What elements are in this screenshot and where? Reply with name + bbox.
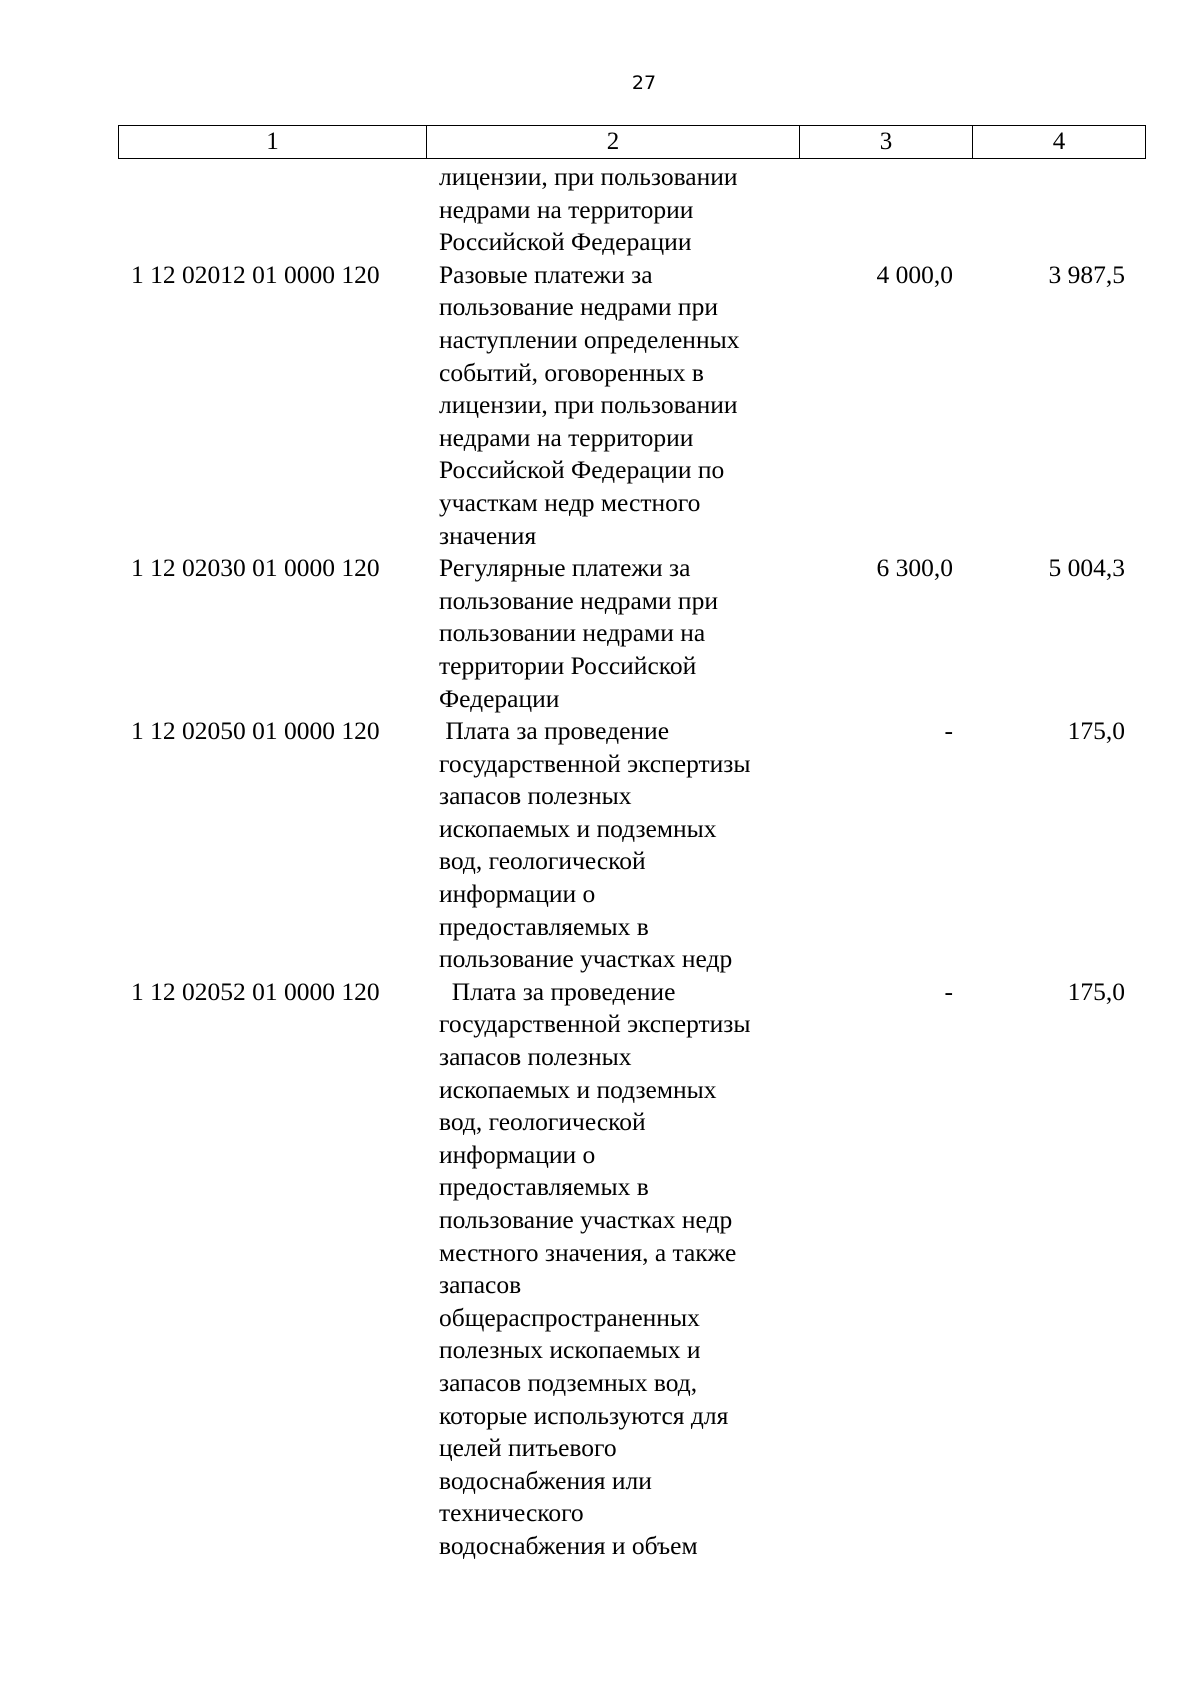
column-header-1: 1 [119, 126, 427, 159]
description-line: которые используются для [439, 1400, 729, 1430]
description-line: запасов [439, 1270, 522, 1300]
revenue-description [439, 976, 799, 1563]
table-row [0, 259, 1200, 552]
description-line: предоставляемых в [439, 911, 649, 941]
planned-amount: - [944, 716, 953, 746]
description-line: Плата за проведение [439, 716, 670, 746]
planned-amount: 6 300,0 [876, 553, 953, 583]
description-line: пользовании недрами на [439, 618, 706, 648]
description-line: значения [439, 520, 537, 550]
description-line: Российской Федерации [439, 227, 692, 257]
description-line: Плата за проведение [439, 976, 676, 1006]
column-header-row [119, 126, 1146, 159]
column-header-table [118, 125, 1146, 159]
column-header-4: 4 [973, 126, 1146, 159]
description-line: участкам недр местного [439, 487, 701, 517]
description-line: лицензии, при пользовании [439, 162, 738, 191]
description-line: информации о [439, 1139, 596, 1169]
description-line: наступлении определенных [439, 324, 740, 354]
description-line: вод, геологической [439, 1107, 646, 1137]
revenue-code: 1 12 02012 01 0000 120 [131, 259, 380, 289]
description-line: территории Российской [439, 650, 697, 680]
description-line: ископаемых и подземных [439, 813, 717, 843]
revenue-description [439, 161, 799, 259]
column-header-2: 2 [427, 126, 800, 159]
table-row [0, 715, 1200, 976]
description-line: информации о [439, 879, 596, 909]
planned-amount: - [944, 976, 953, 1006]
revenue-description [439, 715, 799, 976]
description-line: запасов полезных [439, 1042, 632, 1072]
description-line: Разовые платежи за [439, 259, 653, 289]
revenue-description [439, 259, 799, 552]
description-line: недрами на территории [439, 194, 694, 224]
description-line: Федерации [439, 683, 560, 713]
revenue-description [439, 552, 799, 715]
actual-amount: 5 004,3 [1048, 553, 1125, 583]
description-line: недрами на территории [439, 422, 694, 452]
table-row [0, 976, 1200, 1563]
column-header-3: 3 [800, 126, 973, 159]
description-line: запасов подземных вод, [439, 1367, 698, 1397]
description-line: общераспространенных [439, 1302, 700, 1332]
description-line: пользование участках недр [439, 944, 733, 974]
description-line: полезных ископаемых и [439, 1335, 701, 1365]
page-number: 27 [631, 72, 657, 94]
actual-amount: 175,0 [1067, 976, 1125, 1006]
description-line: местного значения, а также [439, 1237, 737, 1267]
description-line: водоснабжения или [439, 1465, 652, 1495]
planned-amount: 4 000,0 [876, 259, 953, 289]
description-line: ископаемых и подземных [439, 1074, 717, 1104]
revenue-code: 1 12 02030 01 0000 120 [131, 553, 380, 583]
description-line: пользование недрами при [439, 585, 718, 615]
description-line: технического [439, 1498, 584, 1528]
table-row [0, 552, 1200, 715]
actual-amount: 3 987,5 [1048, 259, 1125, 289]
description-line: пользование участках недр [439, 1205, 733, 1234]
description-line: водоснабжения и объем [439, 1530, 698, 1560]
description-line: вод, геологической [439, 846, 646, 876]
description-line: событий, оговоренных в [439, 357, 704, 387]
description-line: целей питьевого [439, 1433, 617, 1463]
description-line: государственной экспертизы [439, 1009, 751, 1039]
revenue-code: 1 12 02050 01 0000 120 [131, 716, 380, 746]
description-line: Регулярные платежи за [439, 553, 691, 583]
description-line: Российской Федерации по [439, 455, 725, 485]
description-line: государственной экспертизы [439, 748, 751, 778]
table-row [0, 161, 1200, 259]
description-line: лицензии, при пользовании [439, 390, 738, 420]
description-line: пользование недрами при [439, 292, 718, 322]
actual-amount: 175,0 [1067, 716, 1125, 746]
description-line: запасов полезных [439, 781, 632, 811]
description-line: предоставляемых в [439, 1172, 649, 1202]
table-body [0, 161, 1200, 1563]
revenue-code: 1 12 02052 01 0000 120 [131, 976, 380, 1006]
